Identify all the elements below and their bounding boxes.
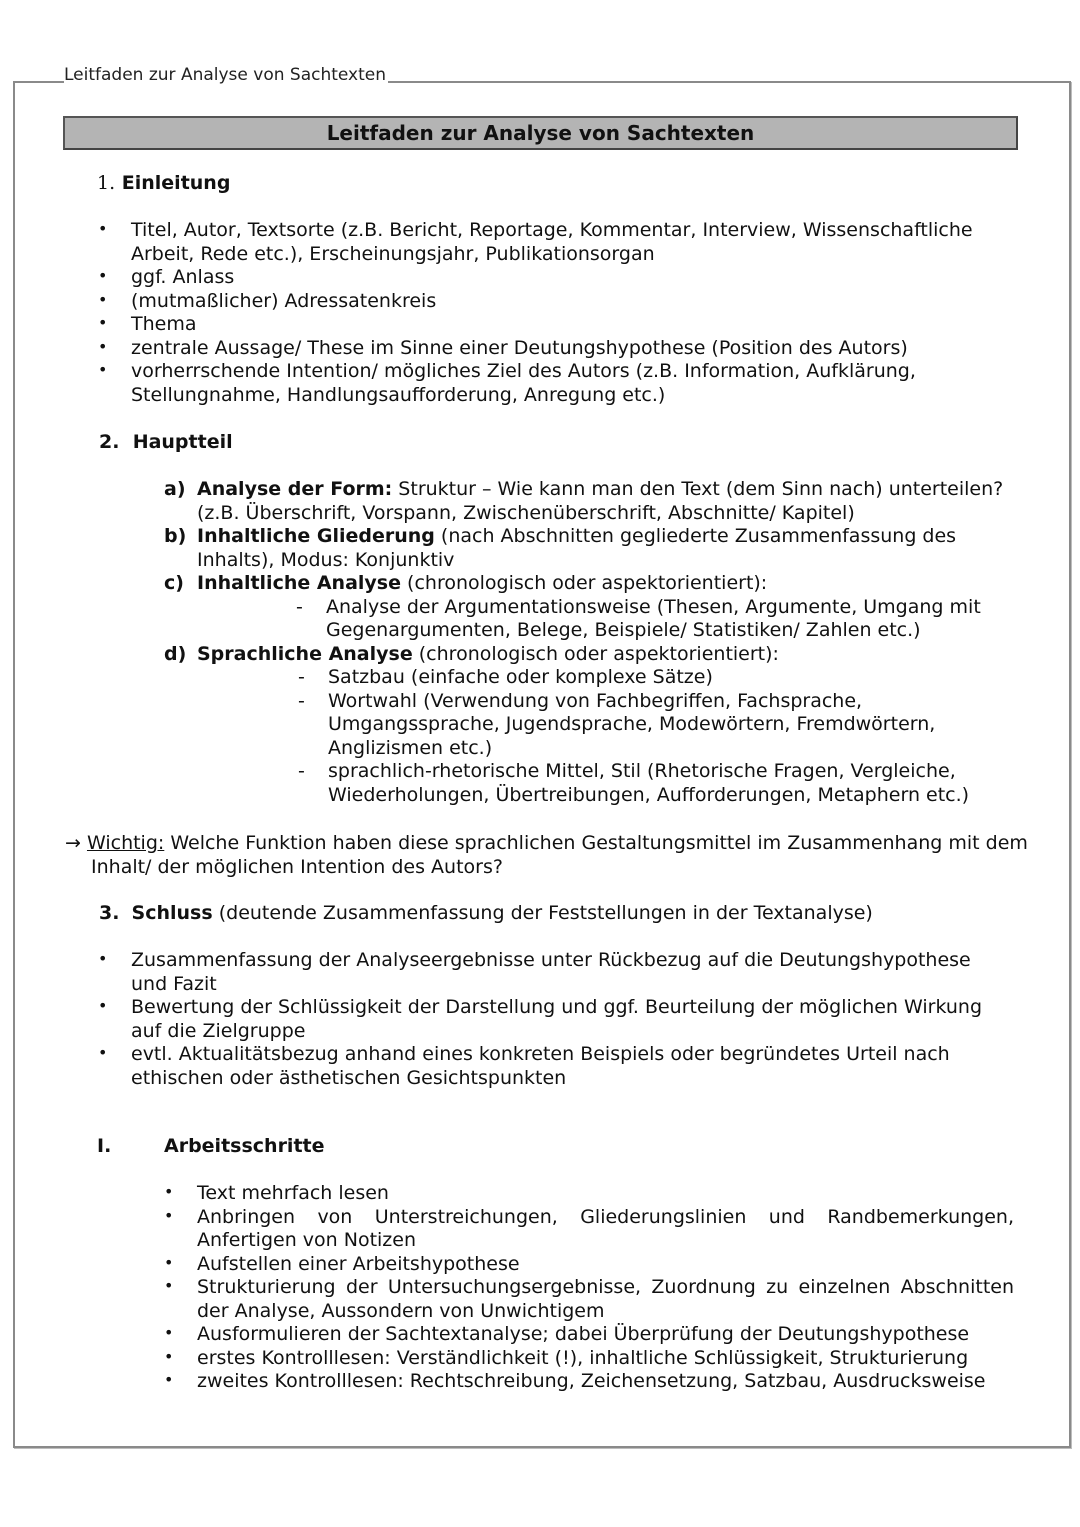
- bullet-icon: •: [98, 313, 108, 332]
- dash-icon: -: [298, 666, 305, 688]
- section-3-subtitle: (deutende Zusammenfassung der Feststellungen in der Textanalyse): [212, 902, 873, 924]
- section-3-number: 3.: [99, 902, 120, 924]
- list-item: • Ausformulieren der Sachtextanalyse; dabei Überprüfung der Deutungshypothese: [164, 1323, 970, 1345]
- bullet-icon: •: [164, 1276, 174, 1295]
- bullet-icon: •: [98, 266, 108, 285]
- section-2-heading: [99, 431, 233, 455]
- list-item: - Analyse der Argumentationsweise (Thesen, Argumente, Umgang mit Gegenargumenten, Belege, Beispiele/ Statistiken/ Zahlen etc.): [296, 595, 981, 641]
- list-item: • zweites Kontrolllesen: Rechtschreibung, Zeichensetzung, Satzbau, Ausdrucksweise: [164, 1370, 986, 1392]
- list-item: • zentrale Aussage/ These im Sinne einer Deutungshypothese (Position des Autors): [98, 336, 908, 359]
- list-item: • vorherrschende Intention/ mögliches Ziel des Autors (z.B. Information, Aufklärung, Stellungnahme, Handlungsaufforderung, Anregung etc.): [98, 360, 916, 406]
- list-item: • ggf. Anlass: [98, 266, 235, 288]
- dash-icon: -: [296, 595, 303, 618]
- bullet-icon: •: [164, 1252, 174, 1272]
- important-note: [65, 832, 1031, 879]
- section-1-title: Einleitung: [121, 172, 231, 194]
- list-item: • Thema: [98, 313, 197, 335]
- section-3-bullets: [98, 949, 1001, 1090]
- list-item: • Zusammenfassung der Analyseergebnisse unter Rückbezug auf die Deutungshypothese und Fazit: [98, 949, 971, 995]
- subsection-marker: d): [164, 642, 187, 665]
- subsection-b: b) Inhaltliche Gliederung (nach Abschnitten gegliederte Zusammenfassung des Inhalts), Modus: Konjunktiv: [164, 525, 957, 571]
- bullet-icon: •: [98, 336, 108, 356]
- subsection-c: c) Inhaltliche Analyse (chronologisch oder aspektorientiert): - Analyse der Argumentationsweise (Thesen, Argumente, Umgang mit Gegenargumenten, Belege, Beispiele/ Statistiken/ Zahlen etc.): [197, 572, 1017, 643]
- section-1-number: 1.: [97, 172, 116, 194]
- bullet-icon: •: [164, 1205, 174, 1225]
- subsection-marker: b): [164, 525, 187, 547]
- list-item: - Satzbau (einfache oder komplexe Sätze): [298, 666, 713, 688]
- list-item: - sprachlich-rhetorische Mittel, Stil (Rhetorische Fragen, Vergleiche, Wiederholungen, Übertreibungen, Aufforderungen, Metaphern etc.): [298, 760, 970, 806]
- work-steps-heading: [97, 1135, 325, 1159]
- list-item: • Titel, Autor, Textsorte (z.B. Bericht, Reportage, Kommentar, Interview, Wissenschaftliche Arbeit, Rede etc.), Erscheinungsjahr, Publikationsorgan: [98, 219, 973, 265]
- section-3-heading: [99, 902, 999, 926]
- subsection-marker: a): [164, 478, 186, 500]
- subsection-d: d) Sprachliche Analyse (chronologisch oder aspektorientiert): - Satzbau (einfache oder komplexe Sätze) - Wortwahl (Verwendung von Fachbegriffen, Fachsprache, Umgangssprache, Jugendsprache, Modewörtern, Fremdwörtern, Anglizismen etc.) - sprachlich-rhetorische Mittel, Stil (Rhetorische Fragen, Vergleiche, Wiederholungen, Übertreibungen, Aufforderungen, Metaphern etc.): [197, 643, 1017, 808]
- subsection-marker: c): [164, 572, 184, 594]
- dash-icon: -: [298, 760, 305, 782]
- list-item: • (mutmaßlicher) Adressatenkreis: [98, 289, 437, 312]
- bullet-icon: •: [98, 289, 108, 309]
- list-item: • Text mehrfach lesen: [164, 1182, 389, 1204]
- important-label: Wichtig:: [86, 832, 165, 854]
- bullet-icon: •: [164, 1182, 174, 1201]
- dash-list: [296, 595, 996, 643]
- list-item: • Strukturierung der Untersuchungsergebnisse, Zuordnung zu einzelnen Abschnitten der Analyse, Aussondern von Unwichtigem: [164, 1276, 1014, 1322]
- work-steps-number: I.: [97, 1135, 112, 1157]
- arrow-right-icon: →: [65, 832, 81, 854]
- important-text: Welche Funktion haben diese sprachlichen Gestaltungsmittel im Zusammenhang mit dem Inhalt/ der möglichen Intention des Autors?: [91, 832, 1028, 878]
- running-header: Leitfaden zur Analyse von Sachtexten: [64, 65, 387, 85]
- section-2-number: 2.: [99, 431, 120, 453]
- bullet-icon: •: [98, 219, 108, 238]
- list-item: • Bewertung der Schlüssigkeit der Darstellung und ggf. Beurteilung der möglichen Wirkung auf die Zielgruppe: [98, 996, 983, 1042]
- bullet-icon: •: [98, 949, 108, 968]
- bullet-icon: •: [164, 1323, 174, 1342]
- work-steps-title: Arbeitsschritte: [164, 1135, 325, 1157]
- section-1-heading: [97, 172, 230, 196]
- list-item: • evtl. Aktualitätsbezug anhand eines konkreten Beispiels oder begründetes Urteil nach ethischen oder ästhetischen Gesichtspunkten: [98, 1043, 950, 1089]
- subsection-a: a) Analyse der Form: Struktur – Wie kann man den Text (dem Sinn nach) unterteilen? (z.B. Überschrift, Vorspann, Zwischenüberschrift, Abschnitte/ Kapitel): [164, 478, 1004, 524]
- section-2-title: Hauptteil: [132, 431, 233, 453]
- section-2-items: [164, 478, 1017, 807]
- work-steps-bullets: [164, 1182, 1014, 1394]
- list-item: - Wortwahl (Verwendung von Fachbegriffen, Fachsprache, Umgangssprache, Jugendsprache, Modewörtern, Fremdwörtern, Anglizismen etc.): [298, 689, 936, 759]
- list-item: • Aufstellen einer Arbeitshypothese: [164, 1252, 520, 1275]
- bullet-icon: •: [98, 360, 108, 379]
- section-1-bullets: [98, 219, 1001, 407]
- bullet-icon: •: [98, 996, 108, 1015]
- bullet-icon: •: [164, 1370, 174, 1389]
- section-3-title: Schluss: [131, 902, 213, 924]
- bullet-icon: •: [98, 1043, 108, 1062]
- list-item: • Anbringen von Unterstreichungen, Gliederungslinien und Randbemerkungen, Anfertigen von Notizen: [164, 1205, 1014, 1251]
- document-title: Leitfaden zur Analyse von Sachtexten: [63, 116, 1018, 150]
- list-item: • erstes Kontrolllesen: Verständlichkeit (!), inhaltliche Schlüssigkeit, Strukturierung: [164, 1346, 969, 1369]
- dash-icon: -: [298, 689, 305, 712]
- dash-list: [298, 666, 988, 807]
- bullet-icon: •: [164, 1346, 174, 1366]
